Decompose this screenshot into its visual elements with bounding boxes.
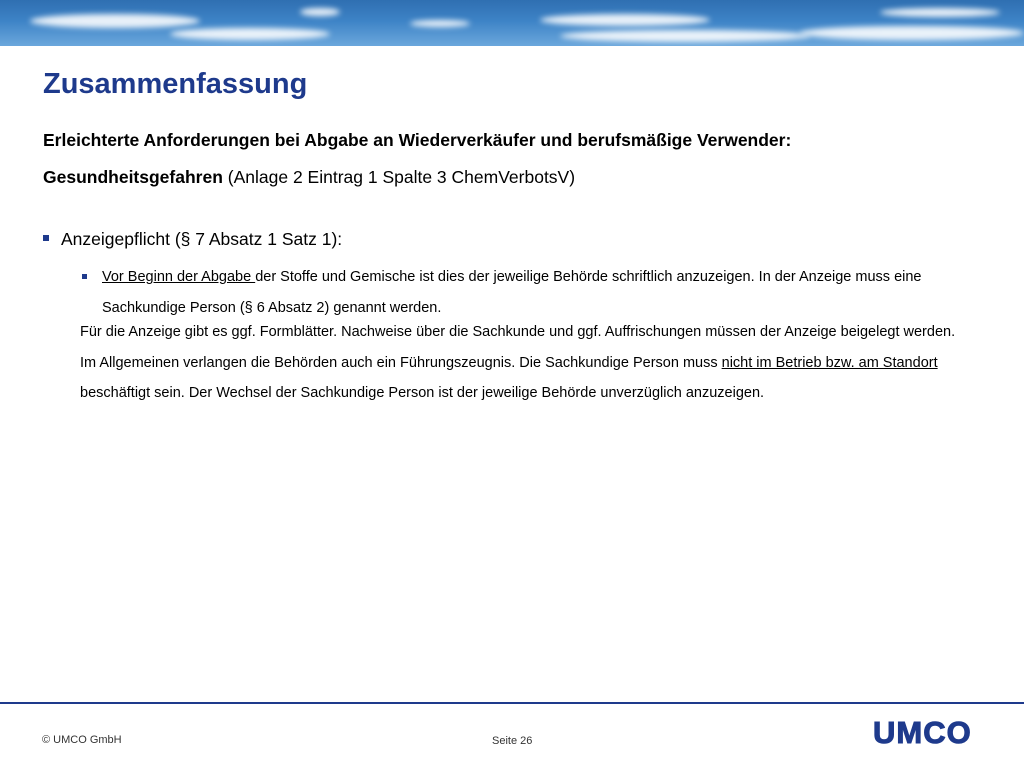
sub-bullet-rest: der Stoffe und Gemische ist dies der jeweilige Behörde schriftlich anzuzeigen. In der Anzeige muss eine Sachkundige Person (§ 6 Absatz 2) genannt werden. bbox=[102, 269, 922, 316]
note-text-part1: Für die Anzeige gibt es ggf. Formblätter. Nachweise über die Sachkunde und ggf. Auffrischungen müssen der Anzeige beigelegt werden. Im Allgemeinen verlangen die Behörden auch ein Führungszeugnis. Die Sachkundige Person muss bbox=[80, 324, 956, 371]
bullet-anzeigepflicht bbox=[43, 229, 342, 250]
cloud bbox=[300, 8, 340, 16]
note-paragraph bbox=[80, 317, 960, 409]
intro-subheading-rest: (Anlage 2 Eintrag 1 Spalte 3 ChemVerbotsV) bbox=[222, 167, 576, 187]
cloud bbox=[560, 30, 810, 42]
cloud bbox=[800, 26, 1024, 40]
square-bullet-icon bbox=[82, 274, 87, 279]
sub-bullet-abgabe bbox=[80, 262, 960, 323]
cloud bbox=[410, 20, 470, 27]
cloud bbox=[540, 14, 710, 26]
cloud bbox=[880, 8, 1000, 17]
cloud bbox=[170, 28, 330, 40]
underlined-text: Vor Beginn der Abgabe bbox=[102, 269, 256, 285]
intro-subheading-bold: Gesundheitsgefahren bbox=[43, 167, 223, 187]
umco-logo: UMCO bbox=[873, 715, 972, 750]
intro-heading: Erleichterte Anforderungen bei Abgabe an Wiederverkäufer und berufsmäßige Verwender: bbox=[43, 130, 792, 150]
footer-divider bbox=[0, 702, 1024, 704]
bullet-text: Anzeigepflicht (§ 7 Absatz 1 Satz 1): bbox=[61, 229, 343, 249]
sub-bullet-text bbox=[80, 262, 960, 323]
square-bullet-icon bbox=[43, 235, 49, 241]
note-text-part2: beschäftigt sein. Der Wechsel der Sachkundige Person ist der jeweilige Behörde unverzüglich anzuzeigen. bbox=[80, 385, 765, 401]
page-number: Seite 26 bbox=[492, 735, 533, 747]
cloud bbox=[30, 14, 200, 28]
note-underlined: nicht im Betrieb bzw. am Standort bbox=[721, 354, 938, 371]
slide-title: Zusammenfassung bbox=[43, 68, 308, 100]
sky-banner bbox=[0, 0, 1024, 46]
copyright: © UMCO GmbH bbox=[42, 734, 122, 746]
intro-subheading bbox=[43, 167, 575, 188]
